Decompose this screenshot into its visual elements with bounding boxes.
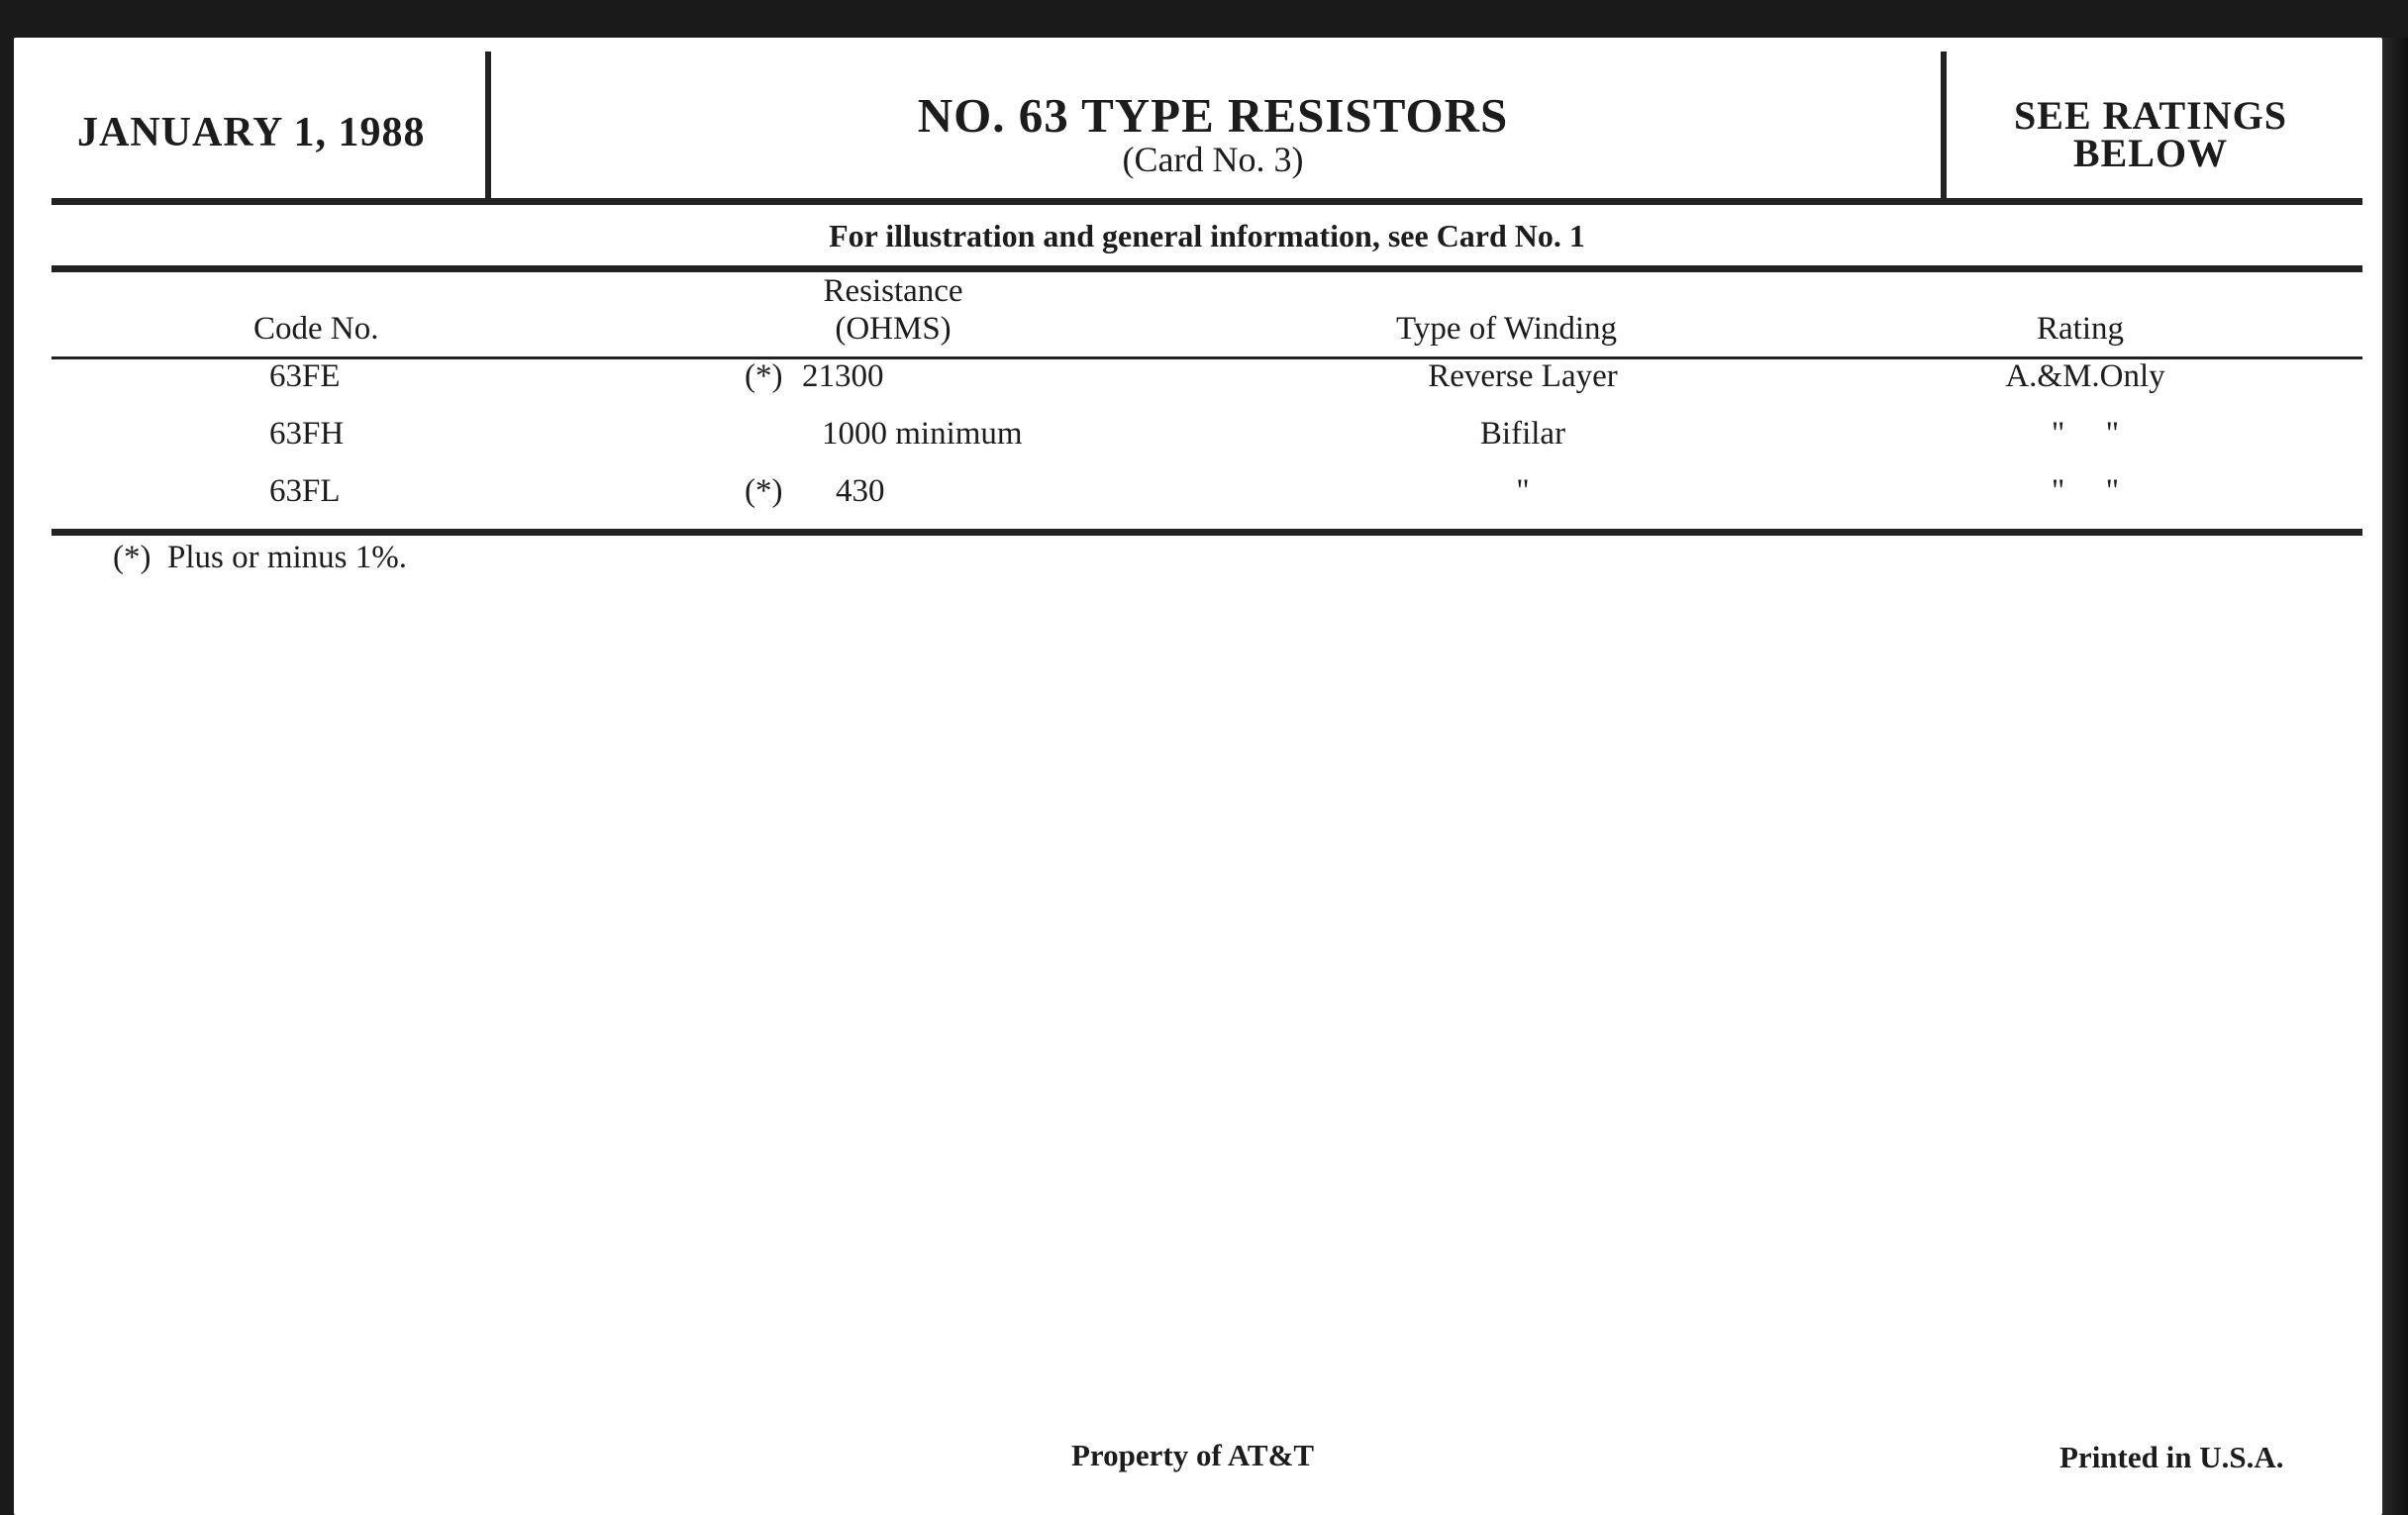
footnote: (*) Plus or minus 1%.	[113, 540, 407, 575]
scan-edge-shadow	[2382, 38, 2408, 1515]
info-rule	[51, 265, 2362, 272]
col-header-resistance-line2: (OHMS)	[835, 311, 952, 347]
table-bottom-rule	[51, 529, 2362, 536]
row1-winding: Reverse Layer	[1428, 358, 1618, 394]
row2-code: 63FH	[269, 416, 345, 452]
row2-rating: " "	[2051, 416, 2120, 452]
row1-rating: A.&M.Only	[2005, 358, 2165, 394]
row3-resistance: 430	[836, 473, 885, 509]
header-rule	[51, 198, 2362, 205]
col-header-rating: Rating	[2037, 311, 2124, 347]
row1-marker: (*)	[745, 358, 783, 394]
ratings-note-line1: SEE RATINGS	[2014, 93, 2287, 138]
row2-winding: Bifilar	[1479, 416, 1566, 452]
card-title: NO. 63 TYPE RESISTORS	[917, 88, 1509, 143]
col-header-resistance-line1: Resistance	[823, 273, 963, 309]
info-line: For illustration and general information, see Card No. 1	[829, 218, 1585, 253]
footer-printed: Printed in U.S.A.	[2059, 1440, 2284, 1474]
row1-resistance: 21300	[802, 358, 884, 394]
row3-rating: " "	[2051, 473, 2120, 509]
row3-code: 63FL	[269, 473, 341, 509]
col-header-code: Code No.	[253, 311, 379, 347]
ratings-note-line2: BELOW	[2072, 131, 2229, 175]
col-header-winding: Type of Winding	[1396, 311, 1618, 347]
row3-winding: "	[1516, 473, 1530, 509]
row1-code: 63FE	[269, 358, 341, 394]
ratings-note	[1943, 93, 2358, 175]
card-subtitle: (Card No. 3)	[1122, 140, 1304, 179]
resistor-card	[14, 38, 2382, 1515]
footer-property: Property of AT&T	[1071, 1438, 1315, 1472]
row2-resistance: 1000 minimum	[822, 416, 1023, 452]
row3-marker: (*)	[745, 473, 783, 509]
card-date: JANUARY 1, 1988	[77, 110, 426, 155]
